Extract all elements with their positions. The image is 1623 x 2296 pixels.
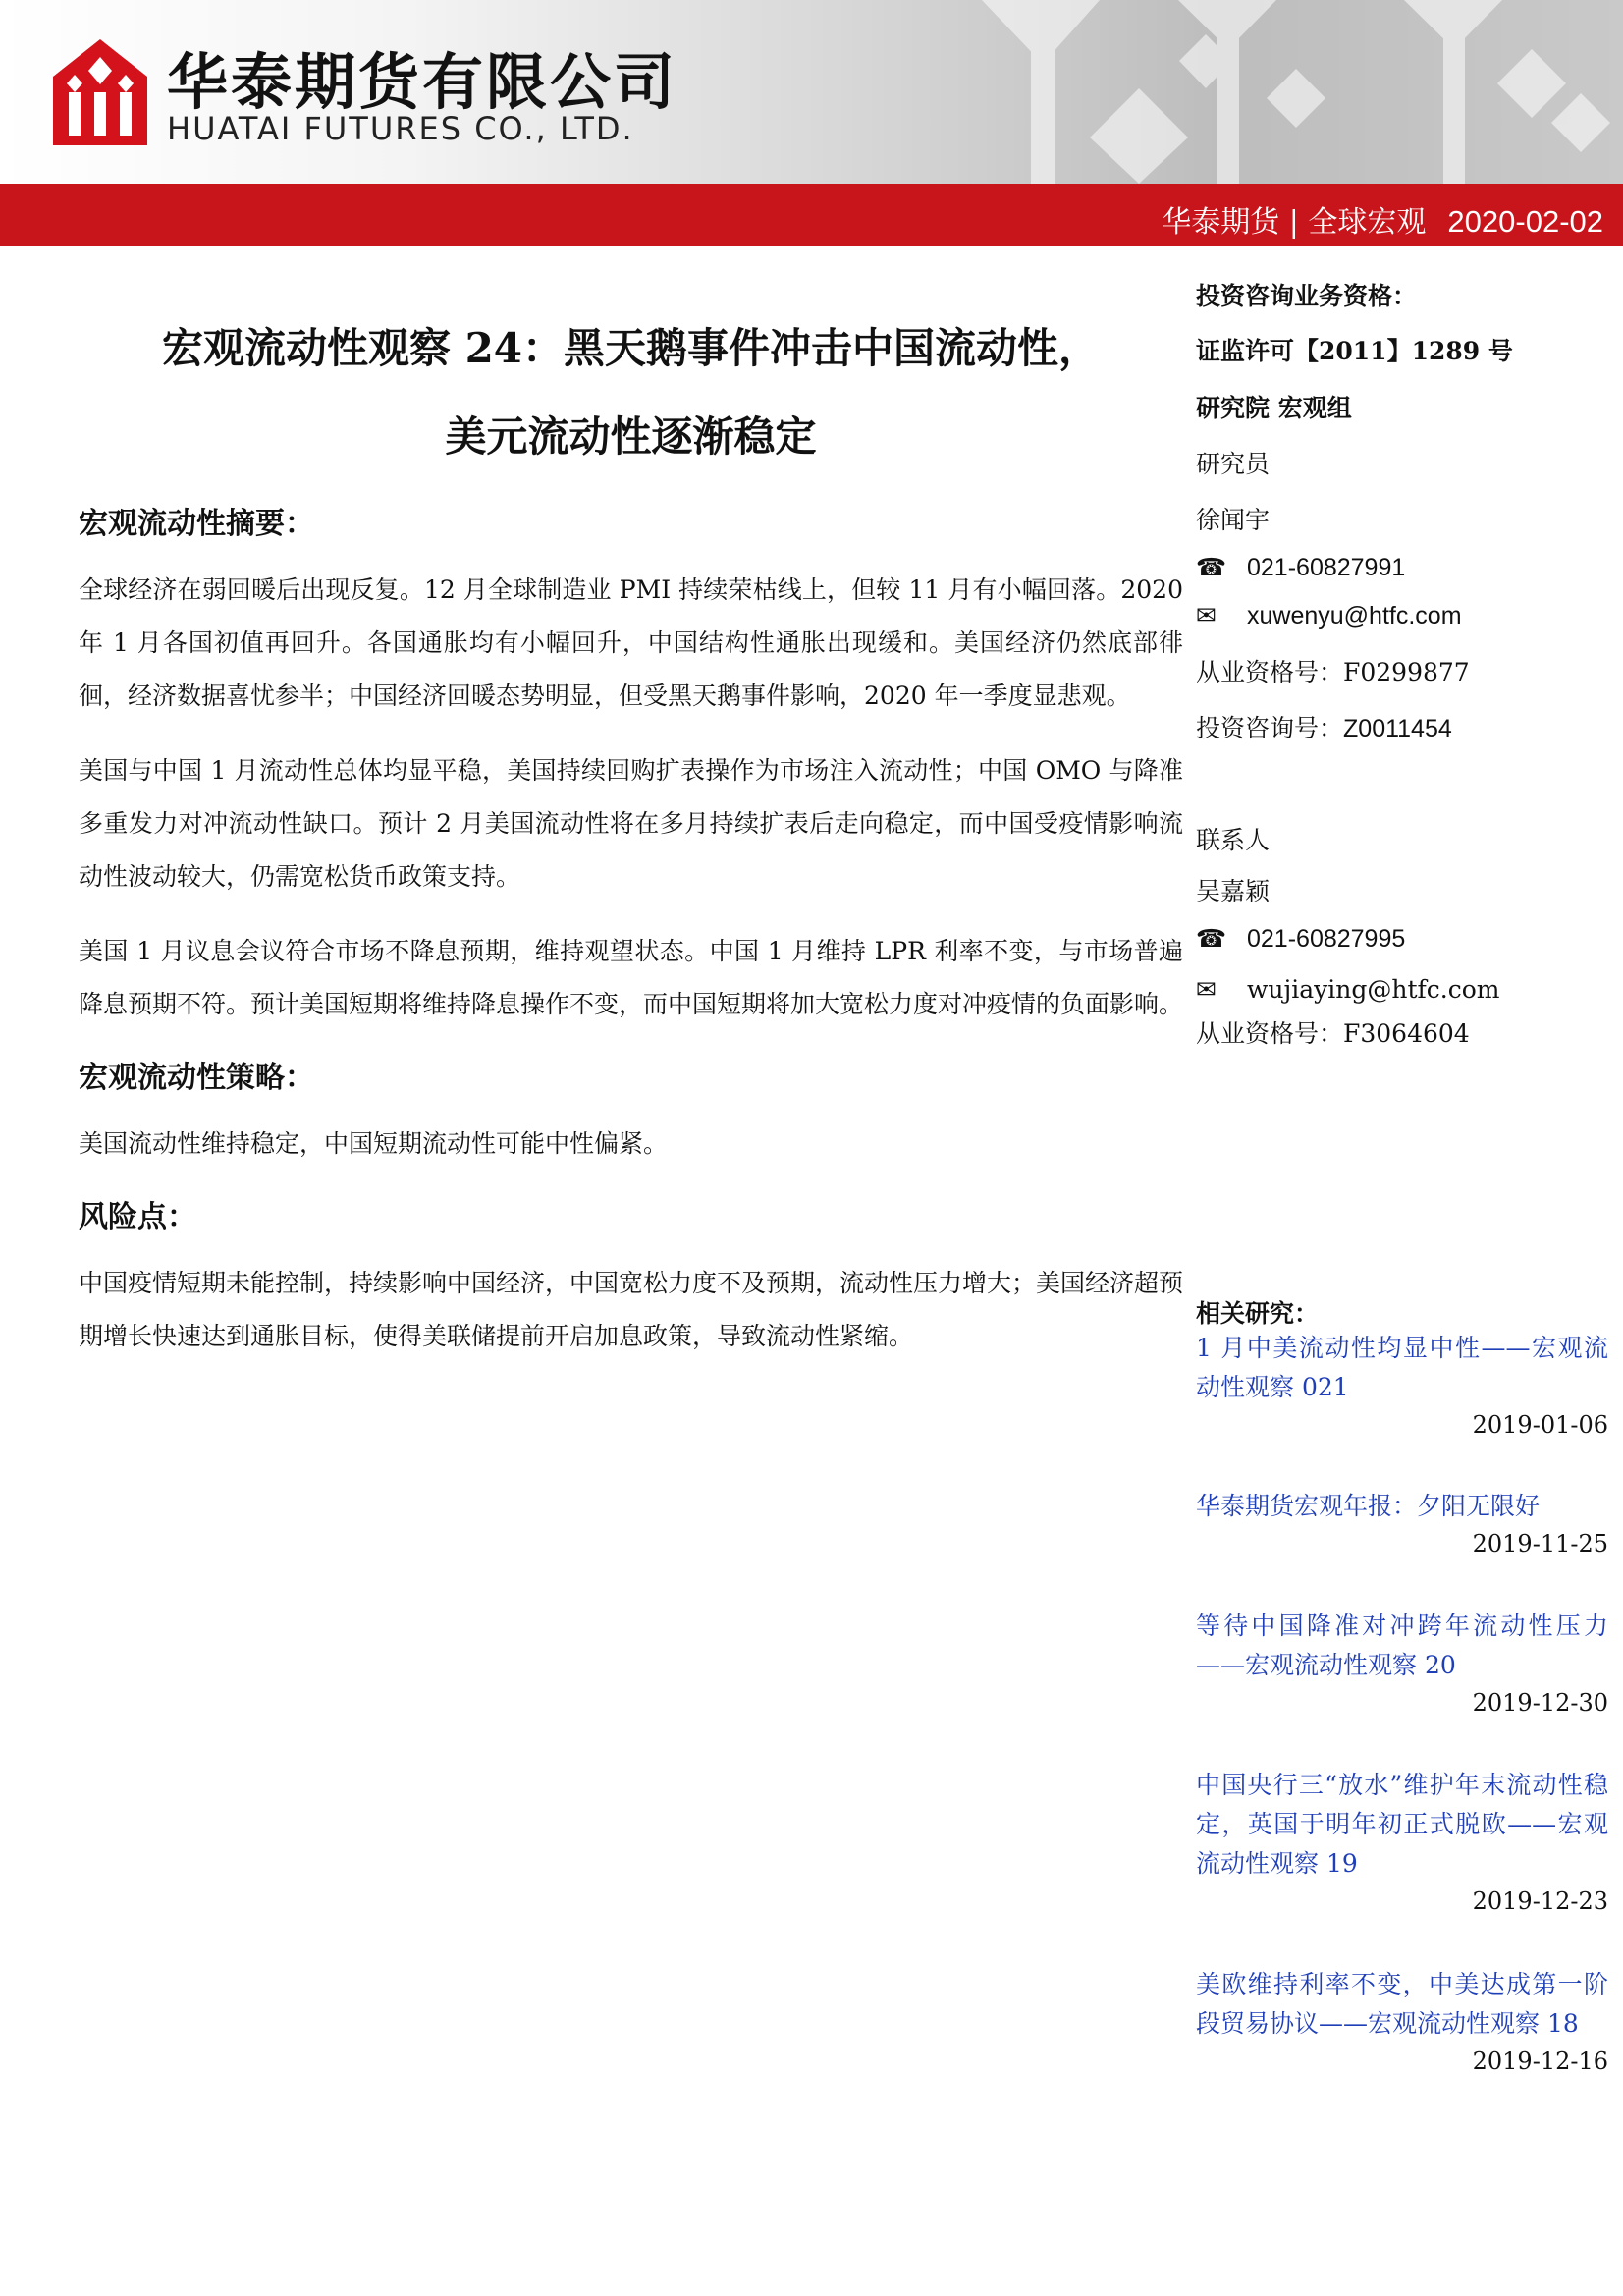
researcher-email[interactable]: xuwenyu@htfc.com <box>1247 602 1462 629</box>
researcher-email-row <box>1196 601 1462 630</box>
related-link[interactable]: 美欧维持利率不变，中美达成第一阶段贸易协议——宏观流动性观察 18 <box>1196 1970 1608 2038</box>
researcher-invest-label: 投资咨询号： <box>1196 714 1344 742</box>
company-logo <box>53 39 147 145</box>
phone-icon: ☎ <box>1196 924 1227 953</box>
contact-phone-row <box>1196 924 1405 954</box>
related-date: 2019-12-30 <box>1472 1689 1608 1717</box>
related-item <box>1196 1607 1608 1721</box>
related-date: 2019-11-25 <box>1472 1530 1608 1558</box>
researcher-invest-row <box>1196 709 1452 744</box>
report-title <box>79 304 1183 481</box>
summary-paragraph: 全球经济在弱回暖后出现反复。12 月全球制造业 PMI 持续荣枯线上，但较 11 月有小幅回落。2020 年 1 月各国初值再回升。各国通胀均有小幅回升，中国结构性通胀出现缓和。美国经济仍然底部徘徊，经济数据喜忧参半；中国经济回暖态势明显，但受黑天鹅事件影响，2020 年一季度显悲观。 <box>79 575 1183 710</box>
related-date: 2019-01-06 <box>1472 1411 1608 1439</box>
report-date: 2020-02-02 <box>1447 204 1603 239</box>
page-header <box>0 0 1623 184</box>
researcher-cert-row <box>1196 653 1470 688</box>
contact-phone: 021-60827995 <box>1247 925 1406 953</box>
researcher-cert: 从业资格号：F0299877 <box>1196 658 1470 686</box>
summary-paragraph: 美国与中国 1 月流动性总体均显平稳，美国持续回购扩表操作为市场注入流动性；中国 OMO 与降准多重发力对冲流动性缺口。预计 2 月美国流动性将在多月持续扩表后走向稳定，而中国受疫情影响流动性波动较大，仍需宽松货币政策支持。 <box>79 756 1183 891</box>
researcher-phone: 021-60827991 <box>1247 554 1406 581</box>
strategy-text: 美国流动性维持稳定，中国短期流动性可能中性偏紧。 <box>79 1129 669 1158</box>
header-section-label: 华泰期货 | 全球宏观 <box>1162 205 1427 240</box>
researcher-name: 徐闻宇 <box>1196 506 1271 534</box>
brand-name-en: HUATAI FUTURES CO., LTD. <box>167 110 634 147</box>
related-item <box>1196 1329 1608 1443</box>
summary-heading: 宏观流动性摘要： <box>79 507 314 541</box>
researcher-invest-no: Z0011454 <box>1343 715 1452 742</box>
related-date: 2019-12-23 <box>1472 1887 1608 1915</box>
related-link[interactable]: 华泰期货宏观年报：夕阳无限好 <box>1196 1492 1541 1520</box>
header-bar-text <box>1162 197 1603 241</box>
researcher-label: 研究员 <box>1196 450 1271 478</box>
related-item <box>1196 1487 1608 1561</box>
researcher-phone-row <box>1196 553 1405 582</box>
strategy-heading: 宏观流动性策略： <box>79 1061 314 1095</box>
related-item <box>1196 1766 1608 1919</box>
contact-email[interactable]: wujiaying@htfc.com <box>1247 975 1500 1004</box>
header-red-bar <box>0 184 1623 246</box>
contact-email-row <box>1196 975 1499 1004</box>
related-link[interactable]: 1 月中美流动性均显中性——宏观流动性观察 021 <box>1196 1334 1608 1401</box>
contact-label: 联系人 <box>1196 826 1271 854</box>
license-number: 证监许可【2011】1289 号 <box>1196 337 1513 365</box>
risk-heading: 风险点： <box>79 1200 196 1234</box>
risk-text: 中国疫情短期未能控制，持续影响中国经济，中国宽松力度不及预期，流动性压力增大；美国经济超预期增长快速达到通胀目标，使得美联储提前开启加息政策，导致流动性紧缩。 <box>79 1269 1184 1350</box>
contact-name: 吴嘉颖 <box>1196 877 1271 905</box>
related-date: 2019-12-16 <box>1472 2048 1608 2075</box>
mail-icon: ✉ <box>1196 975 1217 1004</box>
related-link[interactable]: 中国央行三“放水”维护年末流动性稳定，英国于明年初正式脱欧——宏观流动性观察 19 <box>1196 1771 1608 1878</box>
title-line-1: 宏观流动性观察 24：黑天鹅事件冲击中国流动性， <box>161 324 1101 372</box>
phone-icon: ☎ <box>1196 553 1227 581</box>
related-link[interactable]: 等待中国降准对冲跨年流动性压力——宏观流动性观察 20 <box>1196 1612 1608 1679</box>
department: 研究院 宏观组 <box>1196 394 1352 422</box>
mail-icon: ✉ <box>1196 601 1217 629</box>
summary-paragraph: 美国 1 月议息会议符合市场不降息预期，维持观望状态。中国 1 月维持 LPR 利率不变，与市场普遍降息预期不符。预计美国短期将维持降息操作不变，而中国短期将加大宽松力度对冲疫情的负面影响。 <box>79 937 1184 1018</box>
related-item <box>1196 1965 1608 2079</box>
main-content <box>79 304 1183 1385</box>
qualification-label: 投资咨询业务资格： <box>1196 282 1418 310</box>
brand-name-cn: 华泰期货有限公司 <box>167 46 678 118</box>
contact-cert: 从业资格号：F3064604 <box>1196 1019 1470 1048</box>
related-research-heading: 相关研究： <box>1196 1299 1320 1328</box>
title-line-2: 美元流动性逐渐稳定 <box>445 412 817 461</box>
